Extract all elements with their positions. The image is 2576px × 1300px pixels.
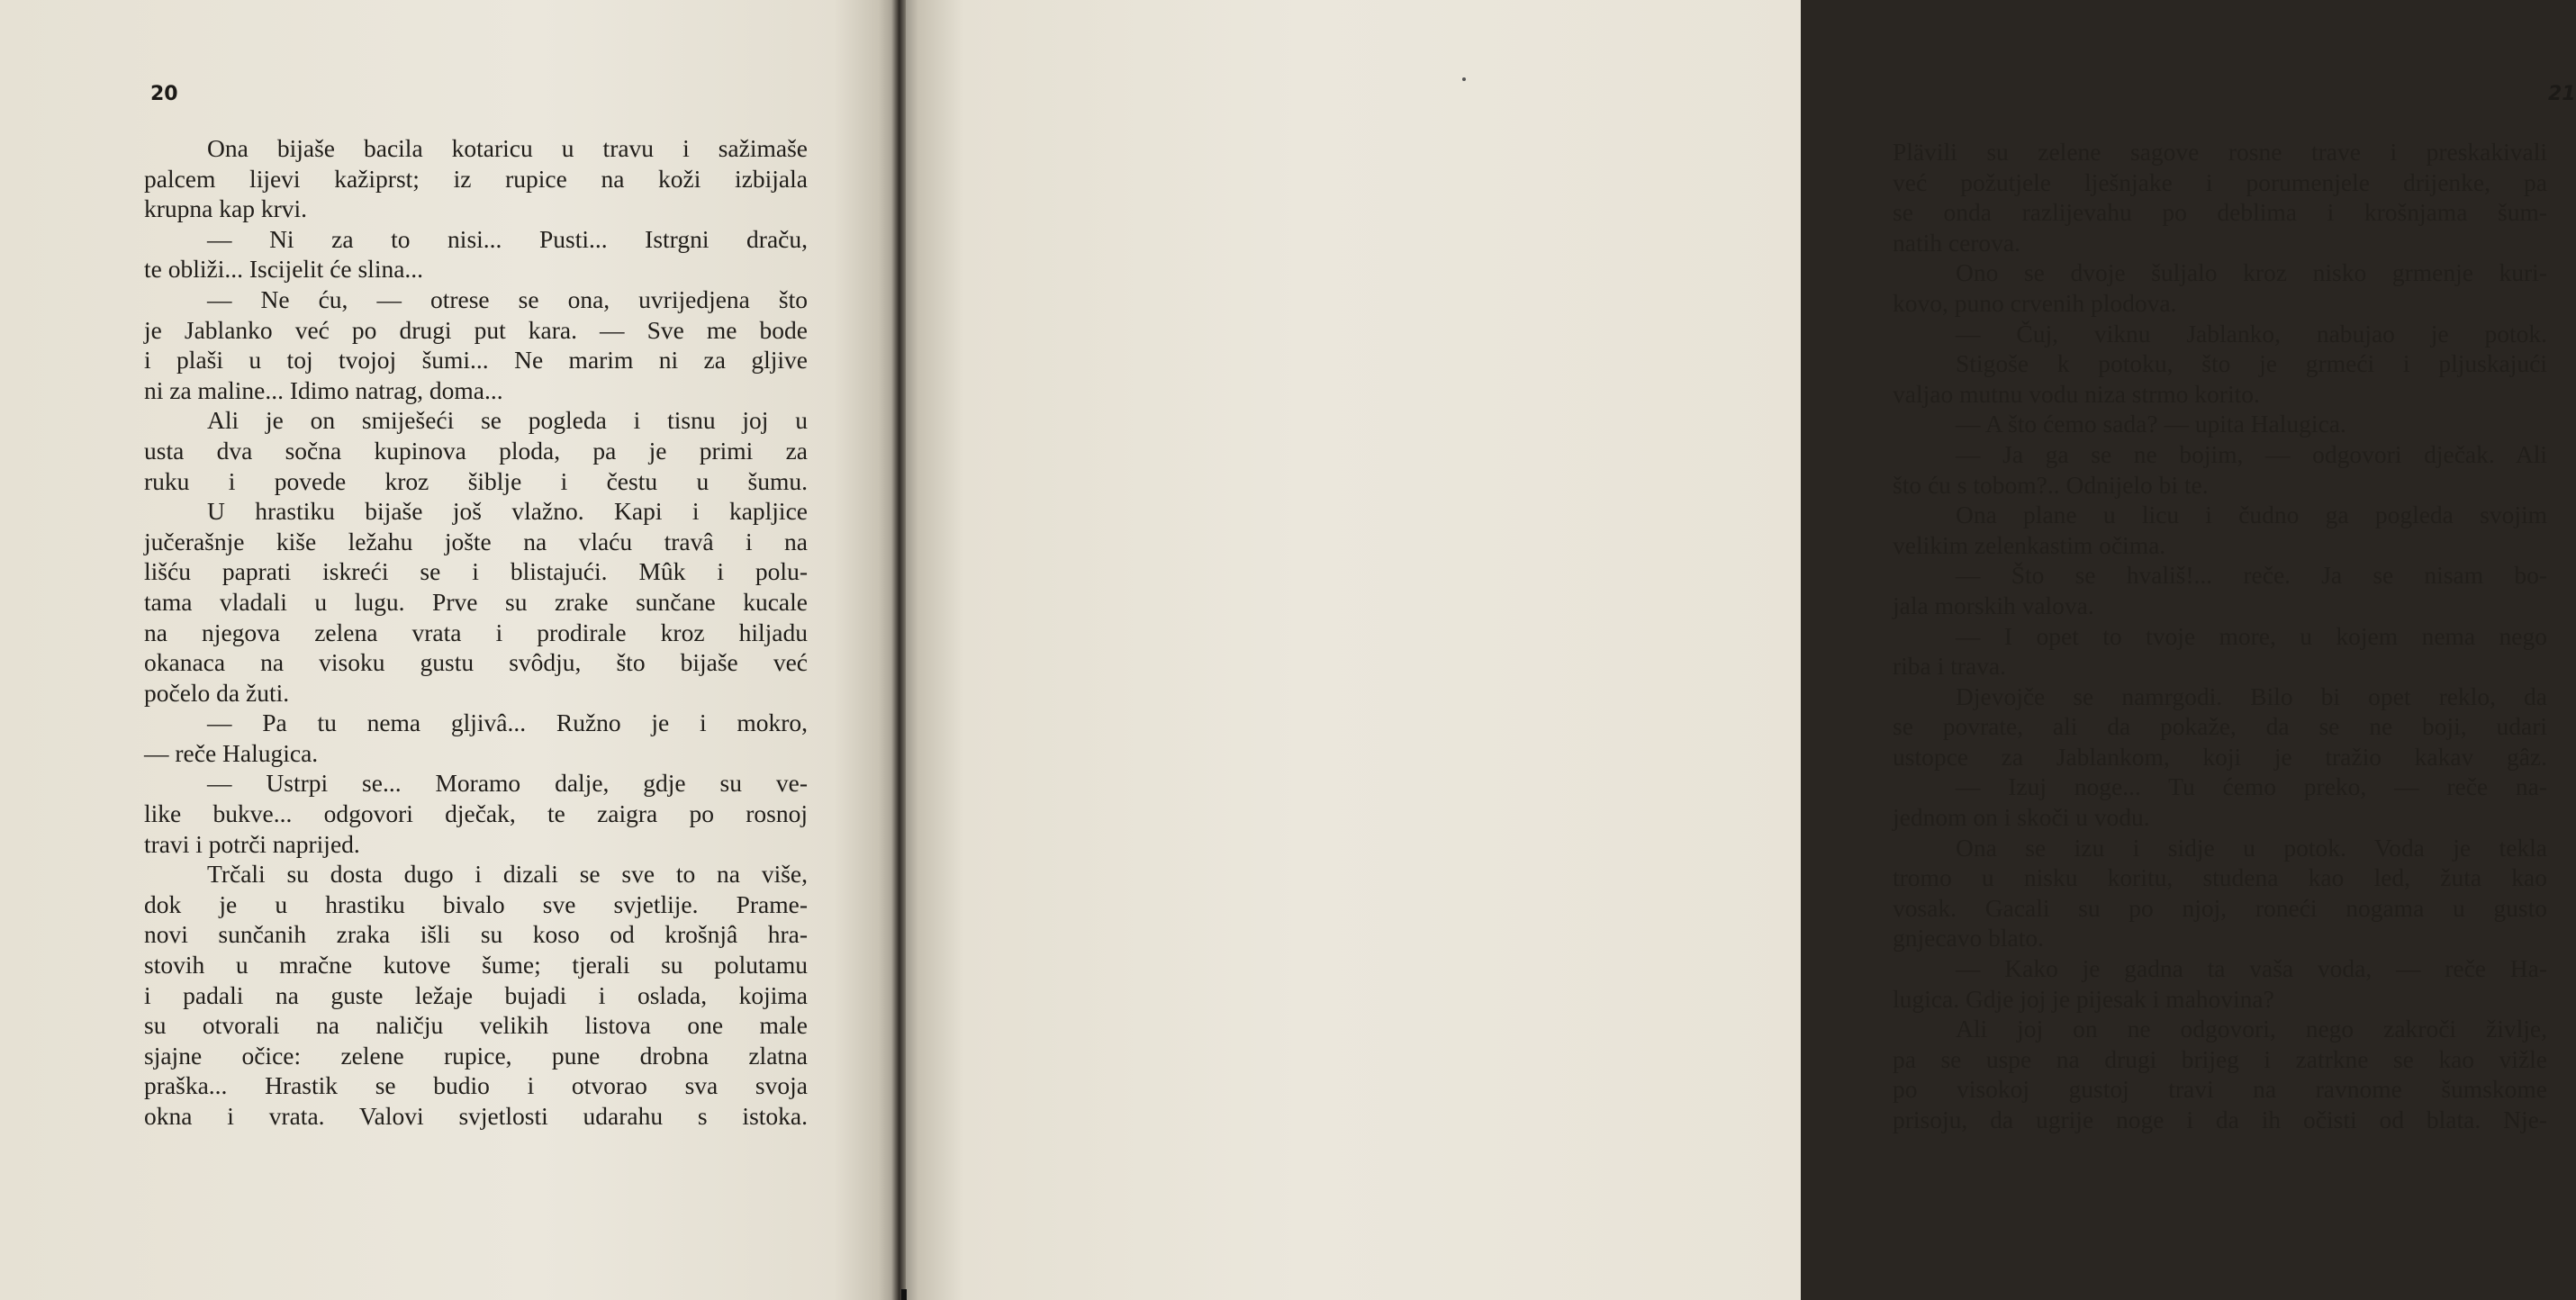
text-line: i plaši u toj tvojoj šumi... Ne marim ni za gljive <box>144 346 808 375</box>
text-line: — Ne ću, — otrese se ona, uvrijedjena što <box>207 284 808 313</box>
text-line: valjao mutnu vodu niza strmo korito. <box>1893 379 2260 408</box>
text-line: što ću s tobom?.. Odnijelo bi te. <box>1893 470 2209 499</box>
text-line: travi i potrči naprijed. <box>144 829 360 858</box>
right-page-text <box>1893 137 2547 1135</box>
text-line: okanaca na visoku gustu svôdju, što bijaše već <box>144 648 808 677</box>
text-line: lugica. Gdje joj je pijesak i mahovina? <box>1893 984 2274 1013</box>
left-page <box>0 0 897 1300</box>
text-line: sjajne očice: zelene rupice, pune drobna zlatna <box>144 1041 808 1070</box>
text-line: počelo da žuti. <box>144 678 290 707</box>
text-line: Ona bijaše bacila kotaricu u travu i sažimaše <box>207 134 808 162</box>
text-line: jučerašnje kiše ležahu jošte na vlaću travâ i na <box>144 527 808 555</box>
text-line: jala morskih valova. <box>1893 591 2094 619</box>
text-line: — I opet to tvoje more, u kojem nema nego <box>1956 621 2547 650</box>
text-line: Trčali su dosta dugo i dizali se sve to na više, <box>207 860 808 889</box>
text-line: je Jablanko već po drugi put kara. — Sve me bode <box>144 315 808 344</box>
text-line: po visokoj gustoj travi na ravnome šumskome <box>1893 1075 2547 1104</box>
text-line: ustopce za Jablankom, koji je tražio kakav gâz. <box>1893 742 2547 771</box>
text-line: Ona plane u licu i čudno ga pogleda svojim <box>1956 501 2547 529</box>
text-line: velikim zelenkastim očima. <box>1893 530 2166 559</box>
text-line: — Ustrpi se... Moramo dalje, gdje su ve- <box>207 769 808 798</box>
text-line: lišću paprati iskreći se i blistajući. Mûk i polu- <box>144 557 808 586</box>
text-line: gnjecavo blato. <box>1893 924 2044 952</box>
text-line: tromo u nisku koritu, studena kao led, žuta kao <box>1893 863 2547 892</box>
paper-speck <box>1462 77 1466 81</box>
text-line: se onda razlijevahu po deblima i krošnjama šum- <box>1893 198 2547 227</box>
text-line: U hrastiku bijaše još vlažno. Kapi i kapljice <box>207 497 808 526</box>
text-line: — Pa tu nema gljivâ... Ružno je i mokro, <box>207 709 808 737</box>
text-line: stovih u mračne kutove šume; tjerali su polutamu <box>144 951 808 980</box>
text-line: — A što ćemo sada? — upita Halugica. <box>1956 410 2346 438</box>
right-page-number: 21 <box>2548 83 2576 105</box>
text-line: okna i vrata. Valovi svjetlosti udarahu s istoka. <box>144 1102 808 1130</box>
text-line: Ono se dvoje šuljalo kroz nisko grmenje kuri- <box>1956 258 2547 287</box>
text-line: krupna kap krvi. <box>144 194 307 223</box>
text-line: vosak. Gacali su po njoj, roneći nogama u gusto <box>1893 893 2547 922</box>
text-line: se povrate, ali da pokaže, da se ne boji, udari <box>1893 712 2547 741</box>
text-line: — Ja ga se ne bojim, — odgovori dječak. Ali <box>1956 439 2547 468</box>
text-line: palcem lijevi kažiprst; iz rupice na koži izbijala <box>144 164 808 193</box>
text-line: pa se uspe na drugi brijeg i zatrkne se kao vižle <box>1893 1044 2547 1073</box>
text-line: ruku i povede kroz šiblje i čestu u šumu. <box>144 466 808 495</box>
text-line: novi sunčanih zraka išli su koso od krošnjâ hra- <box>144 920 808 949</box>
text-line: te obliži... Iscijelit će slina... <box>144 255 424 284</box>
left-page-text <box>144 133 808 1132</box>
text-line: natih cerova. <box>1893 228 2021 257</box>
text-line: — Ni za to nisi... Pusti... Istrgni draču, <box>207 224 808 253</box>
right-page <box>900 0 2576 1300</box>
text-line: — reče Halugica. <box>144 738 319 767</box>
left-page-number: 20 <box>150 83 178 105</box>
text-line: — Što se hvališ!... reče. Ja se nisam bo- <box>1956 561 2547 590</box>
text-line: like bukve... odgovori dječak, te zaigra po rosnoj <box>144 799 808 828</box>
text-line: prisoju, da ugrije noge i da ih očisti od blata. Nje- <box>1893 1106 2547 1133</box>
text-line: već požutjele lješnjake i porumenjele drijenke, pa <box>1893 167 2547 196</box>
text-line: ni za maline... Idimo natrag, doma... <box>144 375 503 404</box>
text-line: — Kako je gadna ta vaša voda, — reče Ha- <box>1956 954 2547 983</box>
text-line: i padali na guste ležaje bujadi i oslada, kojima <box>144 980 808 1009</box>
text-line: na njegova zelena vrata i prodirale kroz hiljadu <box>144 618 808 646</box>
text-line: — Izuj noge... Tu ćemo preko, — reče na- <box>1956 772 2547 801</box>
spine-mark <box>901 1289 907 1300</box>
text-line: Ali je on smiješeći se pogleda i tisnu joj u <box>207 406 808 435</box>
text-line: usta dva sočna kupinova ploda, pa je primi za <box>144 436 808 465</box>
text-line: Plävili su zelene sagove rosne trave i preskakivali <box>1893 138 2547 166</box>
text-line: Ali joj on ne odgovori, nego zakroči življe, <box>1956 1015 2547 1043</box>
text-line: tama vladali u lugu. Prve su zrake sunčane kucale <box>144 587 808 616</box>
text-line: riba i trava. <box>1893 652 2006 681</box>
text-line: Ona se izu i sidje u potok. Voda je tekla <box>1956 833 2547 862</box>
text-line: Stigoše k potoku, što je grmeći i pljuskajući <box>1956 349 2547 378</box>
text-line: dok je u hrastiku bivalo sve svjetlije. Prame- <box>144 889 808 918</box>
text-line: su otvorali na naličju velikih listova one male <box>144 1011 808 1040</box>
text-line: praška... Hrastik se budio i otvorao sva svoja <box>144 1071 808 1100</box>
text-line: Djevojče se namrgodi. Bilo bi opet reklo, da <box>1956 682 2547 710</box>
text-line: jednom on i skoči u vodu. <box>1893 803 2150 832</box>
book-gutter <box>891 0 906 1300</box>
text-line: kovo, puno crvenih plodova. <box>1893 288 2177 317</box>
text-line: — Čuj, viknu Jablanko, nabujao je potok. <box>1956 319 2547 348</box>
